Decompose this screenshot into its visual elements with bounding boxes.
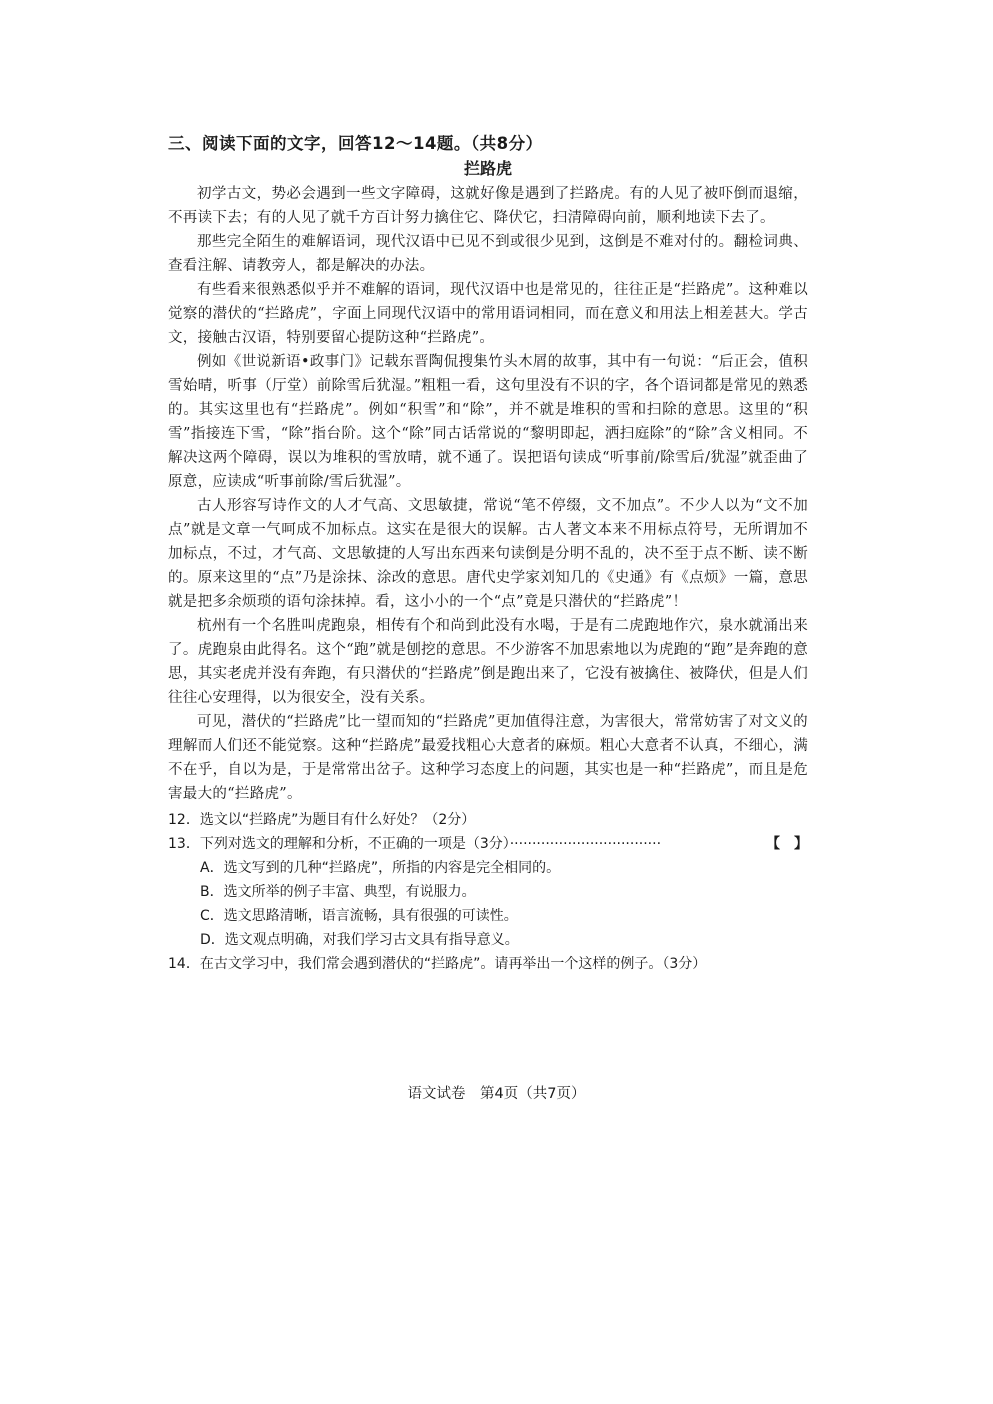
option-a: A．选文写到的几种“拦路虎”，所指的内容是完全相同的。 (200, 860, 561, 876)
page-footer: 语文试卷 第4页（共7页） (407, 1086, 586, 1102)
question-14: 14．在古文学习中，我们常会遇到潜伏的“拦路虎”。请再举出一个这样的例子。（3分） (168, 956, 707, 972)
question-12: 12．选文以“拦路虎”为题目有什么好处？（2分） (168, 812, 476, 828)
article-paragraph: 那些完全陌生的难解语词，现代汉语中已见不到或很少见到，这倒是不难对付的。翻检词典、查看注解、请教旁人，都是解决的办法。 (168, 234, 808, 274)
option-c: C．选文思路清晰，语言流畅，具有很强的可读性。 (200, 908, 518, 924)
article-paragraph: 可见，潜伏的“拦路虎”比一望而知的“拦路虎”更加值得注意，为害很大，常常妨害了对文义的理解而人们还不能觉察。这种“拦路虎”最爱找粗心大意者的麻烦。粗心大意者不认真，不细心，满不在乎，自以为是，于是常常出岔子。这种学习态度上的问题，其实也是一种“拦路虎”，而且是危害最大的“拦路虎”。 (168, 714, 808, 802)
article-paragraph: 古人形容写诗作文的人才气高、文思敏捷，常说“笔不停缀，文不加点”。不少人以为“文不加点”就是文章一气呵成不加标点。这实在是很大的误解。古人著文本来不用标点符号，无所谓加不加标点，不过，才气高、文思敏捷的人写出东西来句读倒是分明不乱的，决不至于点不断、读不断的。原来这里的“点”乃是涂抹、涂改的意思。唐代史学家刘知几的《史通》有《点烦》一篇，意思就是把多余烦琐的语句涂抹掉。看，这小小的一个“点”竟是只潜伏的“拦路虎”！ (168, 498, 808, 610)
article-paragraph: 有些看来很熟悉似乎并不难解的语词，现代汉语中也是常见的，往往正是“拦路虎”。这种难以觉察的潜伏的“拦路虎”，字面上同现代汉语中的常用语词相同，而在意义和用法上相差甚大。学古文，接触古汉语，特别要留心提防这种“拦路虎”。 (168, 282, 808, 346)
option-b: B．选文所举的例子丰富、典型，有说服力。 (200, 884, 476, 900)
question-list (168, 808, 808, 976)
article-paragraph: 杭州有一个名胜叫虎跑泉，相传有个和尚到此没有水喝，于是有二虎跑地作穴，泉水就涌出来了。虎跑泉由此得名。这个“跑”就是刨挖的意思。不少游客不加思索地以为虎跑的“跑”是奔跑的意思，其实老虎并没有奔跑，有只潜伏的“拦路虎”倒是跑出来了，它没有被擒住、被降伏，但是人们往往心安理得，以为很安全，没有关系。 (168, 618, 808, 706)
question-13 (168, 832, 808, 856)
reading-section (168, 132, 808, 976)
option-d: D．选文观点明确，对我们学习古文具有指导意义。 (200, 932, 519, 948)
answer-bracket: 【 】 (766, 836, 808, 852)
article-paragraph: 初学古文，势必会遇到一些文字障碍，这就好像是遇到了拦路虎。有的人见了被吓倒而退缩，不再读下去；有的人见了就千方百计努力擒住它、降伏它，扫清障碍向前，顺利地读下去了。 (168, 186, 808, 226)
section-title: 三、阅读下面的文字，回答12～14题。（共8分） (168, 134, 543, 153)
question-13-stem: 13．下列对选文的理解和分析，不正确的一项是（3分）·································· (168, 836, 662, 852)
article-paragraph: 例如《世说新语•政事门》记载东晋陶侃搜集竹头木屑的故事，其中有一句说：“后正会，值积雪始晴，听事（厅堂）前除雪后犹湿。”粗粗一看，这句里没有不识的字，各个语词都是常见的熟悉的。其实这里也有“拦路虎”。例如“积雪”和“除”，并不就是堆积的雪和扫除的意思。这里的“积雪”指接连下雪，“除”指台阶。这个“除”同古话常说的“黎明即起，洒扫庭除”的“除”含义相同。不解决这两个障碍，误以为堆积的雪放晴，就不通了。误把语句读成“听事前/除雪后/犹湿”就歪曲了原意，应读成“听事前除/雪后犹湿”。 (168, 354, 808, 490)
article-title: 拦路虎 (463, 159, 512, 178)
